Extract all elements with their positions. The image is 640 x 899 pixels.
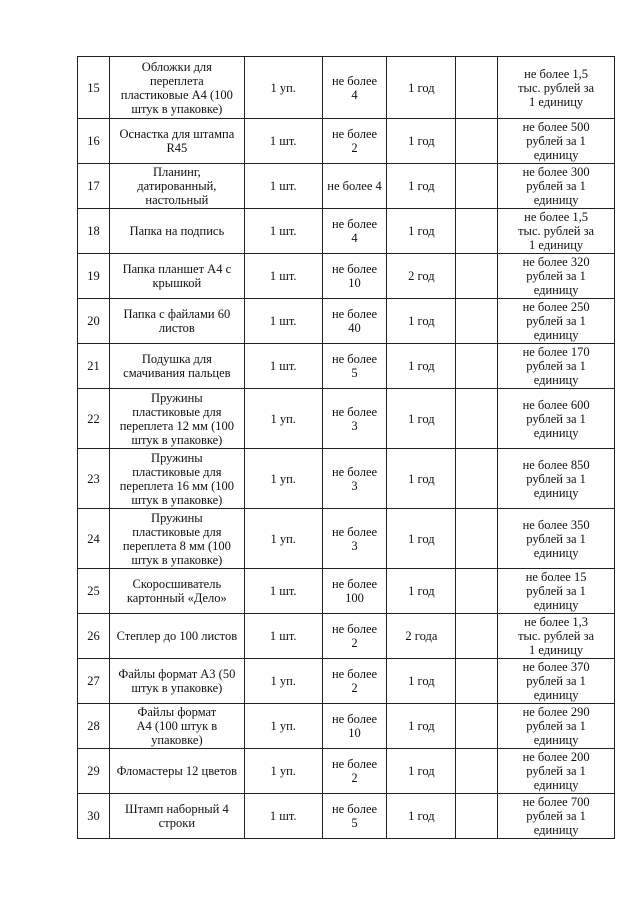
item-number-cell <box>78 569 110 614</box>
unit-cell-text: 1 шт. <box>269 224 297 238</box>
item-name-cell <box>109 569 244 614</box>
table-row <box>78 389 615 449</box>
quantity-limit-cell <box>322 389 387 449</box>
quantity-limit-cell <box>322 509 387 569</box>
price-cell-text: не более 250 рублей за 1 единицу <box>522 300 590 342</box>
unit-cell <box>244 704 322 749</box>
usage-term-cell <box>387 389 456 449</box>
unit-cell <box>244 57 322 119</box>
item-number-cell <box>78 57 110 119</box>
item-number-cell <box>78 659 110 704</box>
price-cell <box>498 299 615 344</box>
item-number-cell <box>78 794 110 839</box>
quantity-limit-cell-text: не более 2 <box>331 667 378 695</box>
item-number-cell <box>78 389 110 449</box>
quantity-limit-cell-text: не более 100 <box>331 577 378 605</box>
item-name-cell <box>109 164 244 209</box>
item-number-cell-text: 18 <box>87 224 100 238</box>
item-name-cell <box>109 614 244 659</box>
quantity-limit-cell-text: не более 5 <box>331 352 378 380</box>
unit-cell <box>244 749 322 794</box>
item-name-cell-text: Папка на подпись <box>129 224 225 238</box>
price-cell <box>498 569 615 614</box>
quantity-limit-cell-text: не более 10 <box>331 262 378 290</box>
price-cell <box>498 449 615 509</box>
unit-cell-text: 1 уп. <box>270 80 296 95</box>
quantity-limit-cell-text: не более 10 <box>331 712 378 740</box>
item-number-cell <box>78 509 110 569</box>
usage-term-cell <box>387 509 456 569</box>
price-cell-text: не более 200 рублей за 1 единицу <box>522 750 590 792</box>
item-number-cell-text: 26 <box>87 629 100 643</box>
unit-cell <box>244 119 322 164</box>
quantity-limit-cell <box>322 569 387 614</box>
unit-cell-text: 1 уп. <box>270 531 296 546</box>
usage-term-cell-text: 1 год <box>408 531 435 546</box>
quantity-limit-cell-text: не более 40 <box>331 307 378 335</box>
item-name-cell-text: Оснастка для штампа R45 <box>119 127 235 155</box>
item-name-cell-text: Файлы формат А4 (100 штук в упаковке) <box>136 705 218 747</box>
item-name-cell-text: Пружины пластиковые для переплета 12 мм (100 штук в упаковке) <box>119 390 234 447</box>
item-name-cell-text: Пружины пластиковые для переплета 16 мм (100 штук в упаковке) <box>119 450 234 507</box>
usage-term-cell <box>387 344 456 389</box>
item-name-cell <box>109 299 244 344</box>
usage-term-cell <box>387 57 456 119</box>
table-row <box>78 57 615 119</box>
quantity-limit-cell <box>322 164 387 209</box>
item-name-cell <box>109 209 244 254</box>
empty-cell <box>456 569 498 614</box>
price-cell <box>498 389 615 449</box>
unit-cell-text: 1 шт. <box>269 809 297 823</box>
empty-cell <box>456 449 498 509</box>
item-number-cell <box>78 614 110 659</box>
usage-term-cell <box>387 209 456 254</box>
table-row <box>78 659 615 704</box>
item-number-cell <box>78 449 110 509</box>
unit-cell-text: 1 шт. <box>269 584 297 598</box>
unit-cell <box>244 569 322 614</box>
quantity-limit-cell <box>322 449 387 509</box>
usage-term-cell-text: 1 год <box>408 411 435 426</box>
empty-cell <box>456 209 498 254</box>
table-row <box>78 344 615 389</box>
supplies-table <box>77 56 615 839</box>
unit-cell <box>244 344 322 389</box>
usage-term-cell-text: 2 год <box>408 269 435 283</box>
quantity-limit-cell <box>322 614 387 659</box>
quantity-limit-cell <box>322 57 387 119</box>
price-cell <box>498 209 615 254</box>
unit-cell-text: 1 шт. <box>269 314 297 328</box>
price-cell-text: не более 370 рублей за 1 единицу <box>522 660 590 702</box>
usage-term-cell-text: 1 год <box>408 134 435 148</box>
item-number-cell-text: 29 <box>87 764 100 778</box>
item-number-cell-text: 19 <box>87 269 100 283</box>
price-cell <box>498 704 615 749</box>
unit-cell <box>244 254 322 299</box>
item-name-cell-text: Фломастеры 12 цветов <box>116 764 238 778</box>
item-name-cell-text: Папка с файлами 60 листов <box>123 307 231 335</box>
item-name-cell <box>109 254 244 299</box>
quantity-limit-cell <box>322 749 387 794</box>
empty-cell <box>456 119 498 164</box>
usage-term-cell <box>387 299 456 344</box>
price-cell-text: не более 700 рублей за 1 единицу <box>522 795 590 837</box>
quantity-limit-cell <box>322 344 387 389</box>
unit-cell-text: 1 шт. <box>269 134 297 148</box>
usage-term-cell <box>387 119 456 164</box>
table-row <box>78 509 615 569</box>
unit-cell-text: 1 уп. <box>270 471 296 486</box>
price-cell-text: не более 1,3 тыс. рублей за 1 единицу <box>518 615 595 657</box>
item-name-cell <box>109 509 244 569</box>
quantity-limit-cell <box>322 254 387 299</box>
item-number-cell-text: 15 <box>87 80 100 95</box>
table-row <box>78 209 615 254</box>
item-number-cell <box>78 704 110 749</box>
item-name-cell-text: Пружины пластиковые для переплета 8 мм (100 штук в упаковке) <box>122 510 231 567</box>
unit-cell-text: 1 уп. <box>270 719 296 733</box>
item-name-cell-text: Подушка для смачивания пальцев <box>123 352 231 380</box>
usage-term-cell-text: 2 года <box>405 629 438 643</box>
item-number-cell-text: 20 <box>87 314 100 328</box>
usage-term-cell <box>387 704 456 749</box>
price-cell <box>498 344 615 389</box>
usage-term-cell <box>387 614 456 659</box>
unit-cell-text: 1 шт. <box>269 179 297 193</box>
usage-term-cell-text: 1 год <box>408 719 435 733</box>
item-name-cell <box>109 749 244 794</box>
unit-cell-text: 1 уп. <box>270 674 296 688</box>
usage-term-cell-text: 1 год <box>408 471 435 486</box>
item-name-cell-text: Степлер до 100 листов <box>116 629 238 643</box>
quantity-limit-cell <box>322 659 387 704</box>
usage-term-cell <box>387 659 456 704</box>
item-number-cell-text: 22 <box>87 411 100 426</box>
usage-term-cell <box>387 164 456 209</box>
empty-cell <box>456 509 498 569</box>
item-name-cell <box>109 704 244 749</box>
quantity-limit-cell-text: не более 3 <box>331 524 378 553</box>
item-number-cell-text: 17 <box>87 179 100 193</box>
quantity-limit-cell <box>322 704 387 749</box>
usage-term-cell <box>387 749 456 794</box>
unit-cell <box>244 614 322 659</box>
item-name-cell <box>109 659 244 704</box>
table-row <box>78 794 615 839</box>
quantity-limit-cell <box>322 119 387 164</box>
item-number-cell-text: 21 <box>87 359 100 373</box>
table-row <box>78 254 615 299</box>
unit-cell-text: 1 шт. <box>269 359 297 373</box>
usage-term-cell <box>387 569 456 614</box>
usage-term-cell-text: 1 год <box>408 674 435 688</box>
price-cell <box>498 57 615 119</box>
item-name-cell-text: Файлы формат А3 (50 штук в упаковке) <box>118 667 236 695</box>
price-cell <box>498 659 615 704</box>
price-cell <box>498 164 615 209</box>
table-row <box>78 449 615 509</box>
price-cell-text: не более 350 рублей за 1 единицу <box>522 517 590 560</box>
item-number-cell-text: 24 <box>87 531 100 546</box>
usage-term-cell-text: 1 год <box>408 80 435 95</box>
item-number-cell-text: 25 <box>87 584 100 598</box>
table-row <box>78 299 615 344</box>
empty-cell <box>456 254 498 299</box>
quantity-limit-cell-text: не более 4 <box>327 179 382 193</box>
quantity-limit-cell-text: не более 2 <box>331 622 378 650</box>
usage-term-cell-text: 1 год <box>408 809 435 823</box>
item-name-cell-text: Обложки для переплета пластиковые А4 (100 штук в упаковке) <box>120 59 233 116</box>
item-number-cell <box>78 344 110 389</box>
price-cell-text: не более 170 рублей за 1 единицу <box>522 345 590 387</box>
unit-cell-text: 1 уп. <box>270 411 296 426</box>
item-name-cell-text: Планинг, датированный, настольный <box>137 165 217 207</box>
item-name-cell <box>109 449 244 509</box>
unit-cell <box>244 164 322 209</box>
price-cell-text: не более 850 рублей за 1 единицу <box>522 457 590 500</box>
item-name-cell-text: Штамп наборный 4 строки <box>124 802 229 830</box>
empty-cell <box>456 57 498 119</box>
item-number-cell <box>78 119 110 164</box>
item-number-cell-text: 16 <box>87 134 100 148</box>
item-number-cell <box>78 299 110 344</box>
table-body <box>78 57 615 839</box>
item-number-cell <box>78 164 110 209</box>
price-cell <box>498 749 615 794</box>
quantity-limit-cell-text: не более 3 <box>331 464 378 493</box>
price-cell <box>498 119 615 164</box>
item-name-cell <box>109 119 244 164</box>
item-name-cell-text: Скоросшиватель картонный «Дело» <box>126 577 227 605</box>
empty-cell <box>456 704 498 749</box>
price-cell-text: не более 320 рублей за 1 единицу <box>522 255 590 297</box>
quantity-limit-cell-text: не более 2 <box>331 127 378 155</box>
empty-cell <box>456 614 498 659</box>
unit-cell <box>244 389 322 449</box>
quantity-limit-cell <box>322 299 387 344</box>
item-name-cell <box>109 389 244 449</box>
price-cell-text: не более 300 рублей за 1 единицу <box>522 165 590 207</box>
item-number-cell <box>78 209 110 254</box>
quantity-limit-cell-text: не более 5 <box>331 802 378 830</box>
item-number-cell-text: 28 <box>87 719 100 733</box>
price-cell-text: не более 1,5 тыс. рублей за 1 единицу <box>518 210 595 252</box>
item-number-cell <box>78 749 110 794</box>
usage-term-cell-text: 1 год <box>408 179 435 193</box>
price-cell-text: не более 600 рублей за 1 единицу <box>522 397 590 440</box>
price-cell <box>498 254 615 299</box>
table-row <box>78 164 615 209</box>
table-row <box>78 614 615 659</box>
table-row <box>78 704 615 749</box>
usage-term-cell <box>387 254 456 299</box>
price-cell <box>498 509 615 569</box>
item-number-cell <box>78 254 110 299</box>
empty-cell <box>456 164 498 209</box>
unit-cell <box>244 209 322 254</box>
item-name-cell <box>109 57 244 119</box>
table-row <box>78 569 615 614</box>
unit-cell <box>244 449 322 509</box>
price-cell-text: не более 290 рублей за 1 единицу <box>522 705 590 747</box>
unit-cell <box>244 794 322 839</box>
item-number-cell-text: 30 <box>87 809 100 823</box>
table-row <box>78 749 615 794</box>
empty-cell <box>456 659 498 704</box>
quantity-limit-cell <box>322 209 387 254</box>
item-name-cell <box>109 794 244 839</box>
unit-cell <box>244 299 322 344</box>
item-name-cell-text: Папка планшет А4 с крышкой <box>122 262 232 290</box>
unit-cell-text: 1 шт. <box>269 269 297 283</box>
price-cell-text: не более 500 рублей за 1 единицу <box>522 120 590 162</box>
usage-term-cell-text: 1 год <box>408 359 435 373</box>
unit-cell-text: 1 шт. <box>269 629 297 643</box>
unit-cell-text: 1 уп. <box>270 764 296 778</box>
usage-term-cell <box>387 449 456 509</box>
item-number-cell-text: 23 <box>87 471 100 486</box>
item-name-cell <box>109 344 244 389</box>
usage-term-cell-text: 1 год <box>408 584 435 598</box>
quantity-limit-cell-text: не более 3 <box>331 404 378 433</box>
unit-cell <box>244 659 322 704</box>
empty-cell <box>456 389 498 449</box>
table-row <box>78 119 615 164</box>
price-cell-text: не более 1,5 тыс. рублей за 1 единицу <box>518 66 595 109</box>
usage-term-cell-text: 1 год <box>408 314 435 328</box>
empty-cell <box>456 344 498 389</box>
price-cell <box>498 614 615 659</box>
quantity-limit-cell-text: не более 4 <box>331 73 378 102</box>
usage-term-cell <box>387 794 456 839</box>
quantity-limit-cell-text: не более 4 <box>331 217 378 245</box>
empty-cell <box>456 299 498 344</box>
quantity-limit-cell-text: не более 2 <box>331 757 378 785</box>
unit-cell <box>244 509 322 569</box>
price-cell <box>498 794 615 839</box>
usage-term-cell-text: 1 год <box>408 224 435 238</box>
item-number-cell-text: 27 <box>87 674 100 688</box>
empty-cell <box>456 749 498 794</box>
usage-term-cell-text: 1 год <box>408 764 435 778</box>
price-cell-text: не более 15 рублей за 1 единицу <box>525 570 587 612</box>
empty-cell <box>456 794 498 839</box>
quantity-limit-cell <box>322 794 387 839</box>
